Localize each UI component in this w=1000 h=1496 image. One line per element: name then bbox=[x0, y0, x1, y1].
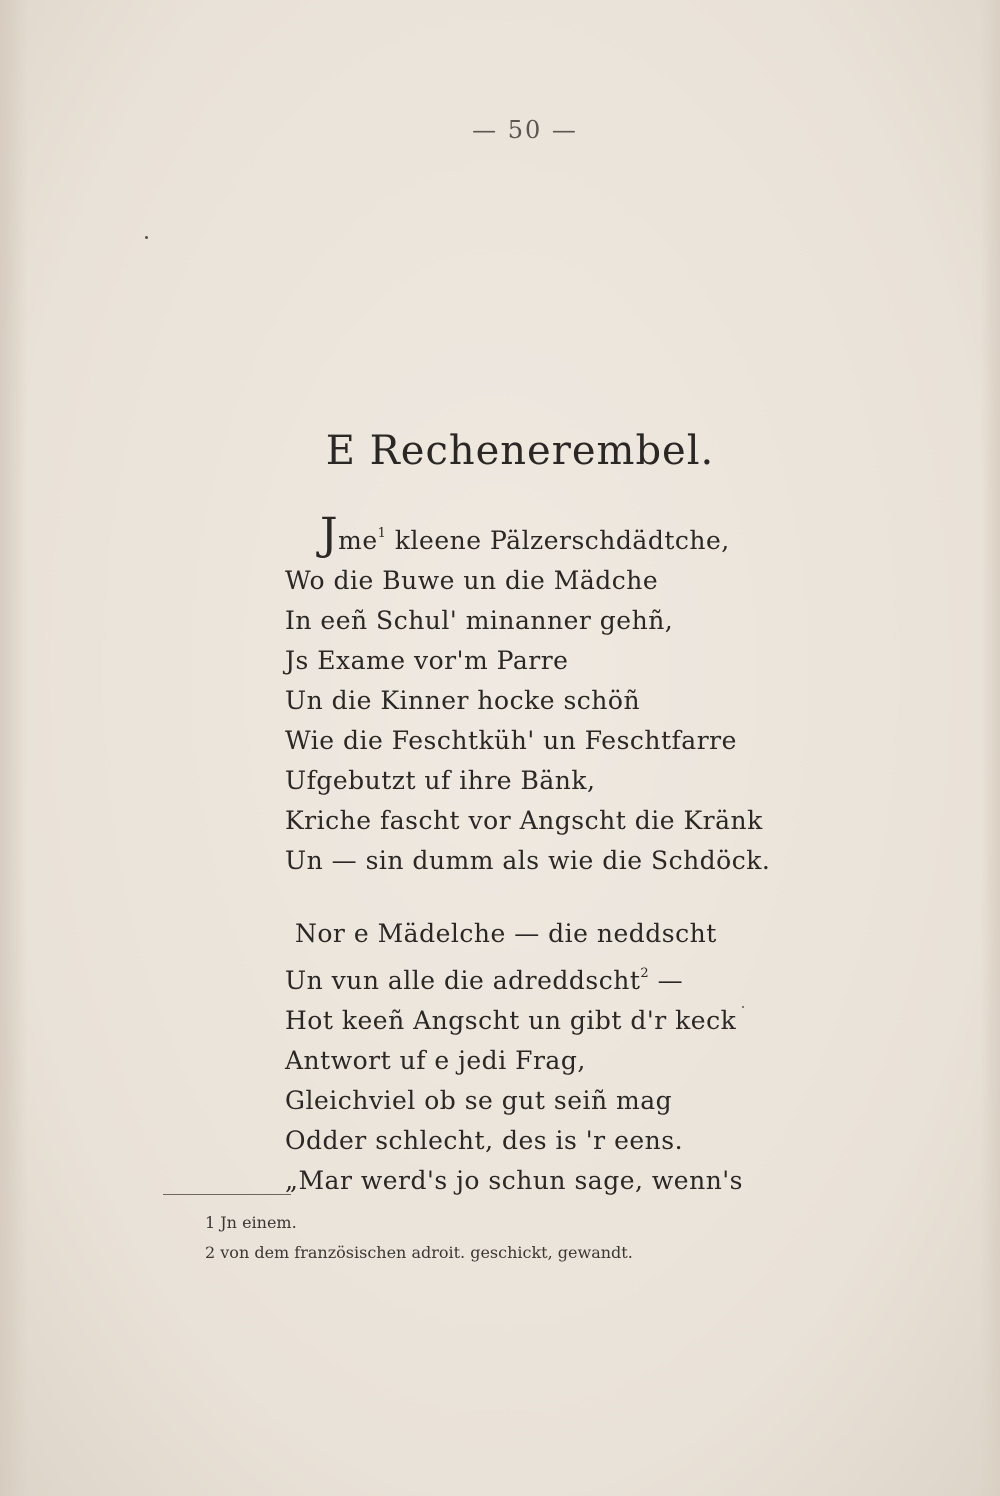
verse-line bbox=[285, 509, 785, 561]
paper-speck bbox=[145, 236, 148, 239]
verse-line: „Mar werd's jo schun sage, wenn's bbox=[285, 1166, 744, 1195]
verse-line: Un die Kinner hocke schöñ bbox=[285, 686, 641, 715]
page-right-shadow bbox=[980, 0, 1000, 1496]
verse-line bbox=[285, 954, 785, 1001]
footnote-1: 1 Jn einem. bbox=[205, 1213, 297, 1232]
verse-text: — bbox=[649, 966, 684, 995]
verse-line: Ufgebutzt uf ihre Bänk, bbox=[285, 766, 596, 795]
footnote-ref: 1 bbox=[377, 526, 387, 541]
verse-text: kleene Pälzerschdädtche, bbox=[386, 526, 730, 555]
page-left-shadow bbox=[0, 0, 28, 1496]
drop-capital: J bbox=[320, 509, 339, 560]
verse-text: Un vun alle die adreddscht bbox=[285, 966, 641, 995]
verse-line: Nor e Mädelche — die neddscht bbox=[295, 919, 717, 948]
verse-line: Hot keeñ Angscht un gibt d'r keck bbox=[285, 1006, 737, 1035]
footnote-divider bbox=[163, 1194, 291, 1195]
poem-title: E Rechenerembel. bbox=[325, 428, 715, 474]
footnote-ref: 2 bbox=[640, 966, 650, 981]
verse-line: Odder schlecht, des is 'r eens. bbox=[285, 1126, 684, 1155]
page-number: — 50 — bbox=[472, 116, 578, 144]
verse-line: Un — sin dumm als wie die Schdöck. bbox=[285, 846, 771, 875]
verse-line: Gleichviel ob se gut seiñ mag bbox=[285, 1086, 673, 1115]
verse-text: me bbox=[338, 526, 378, 555]
verse-line: Wie die Feschtküh' un Feschtfarre bbox=[285, 726, 737, 755]
verse-line: Kriche fascht vor Angscht die Kränk bbox=[285, 806, 763, 835]
verse-line: In eeñ Schul' minanner gehñ, bbox=[285, 606, 674, 635]
verse-line: Wo die Buwe un die Mädche bbox=[285, 566, 659, 595]
footnotes bbox=[205, 1208, 765, 1268]
stanza-2 bbox=[285, 914, 785, 1201]
verse-line: Antwort uf e jedi Frag, bbox=[285, 1046, 586, 1075]
footnote-2: 2 von dem französischen adroit. geschickt, gewandt. bbox=[205, 1243, 633, 1262]
verse-line: Js Exame vor'm Parre bbox=[285, 646, 569, 675]
stanza-1 bbox=[285, 509, 785, 881]
